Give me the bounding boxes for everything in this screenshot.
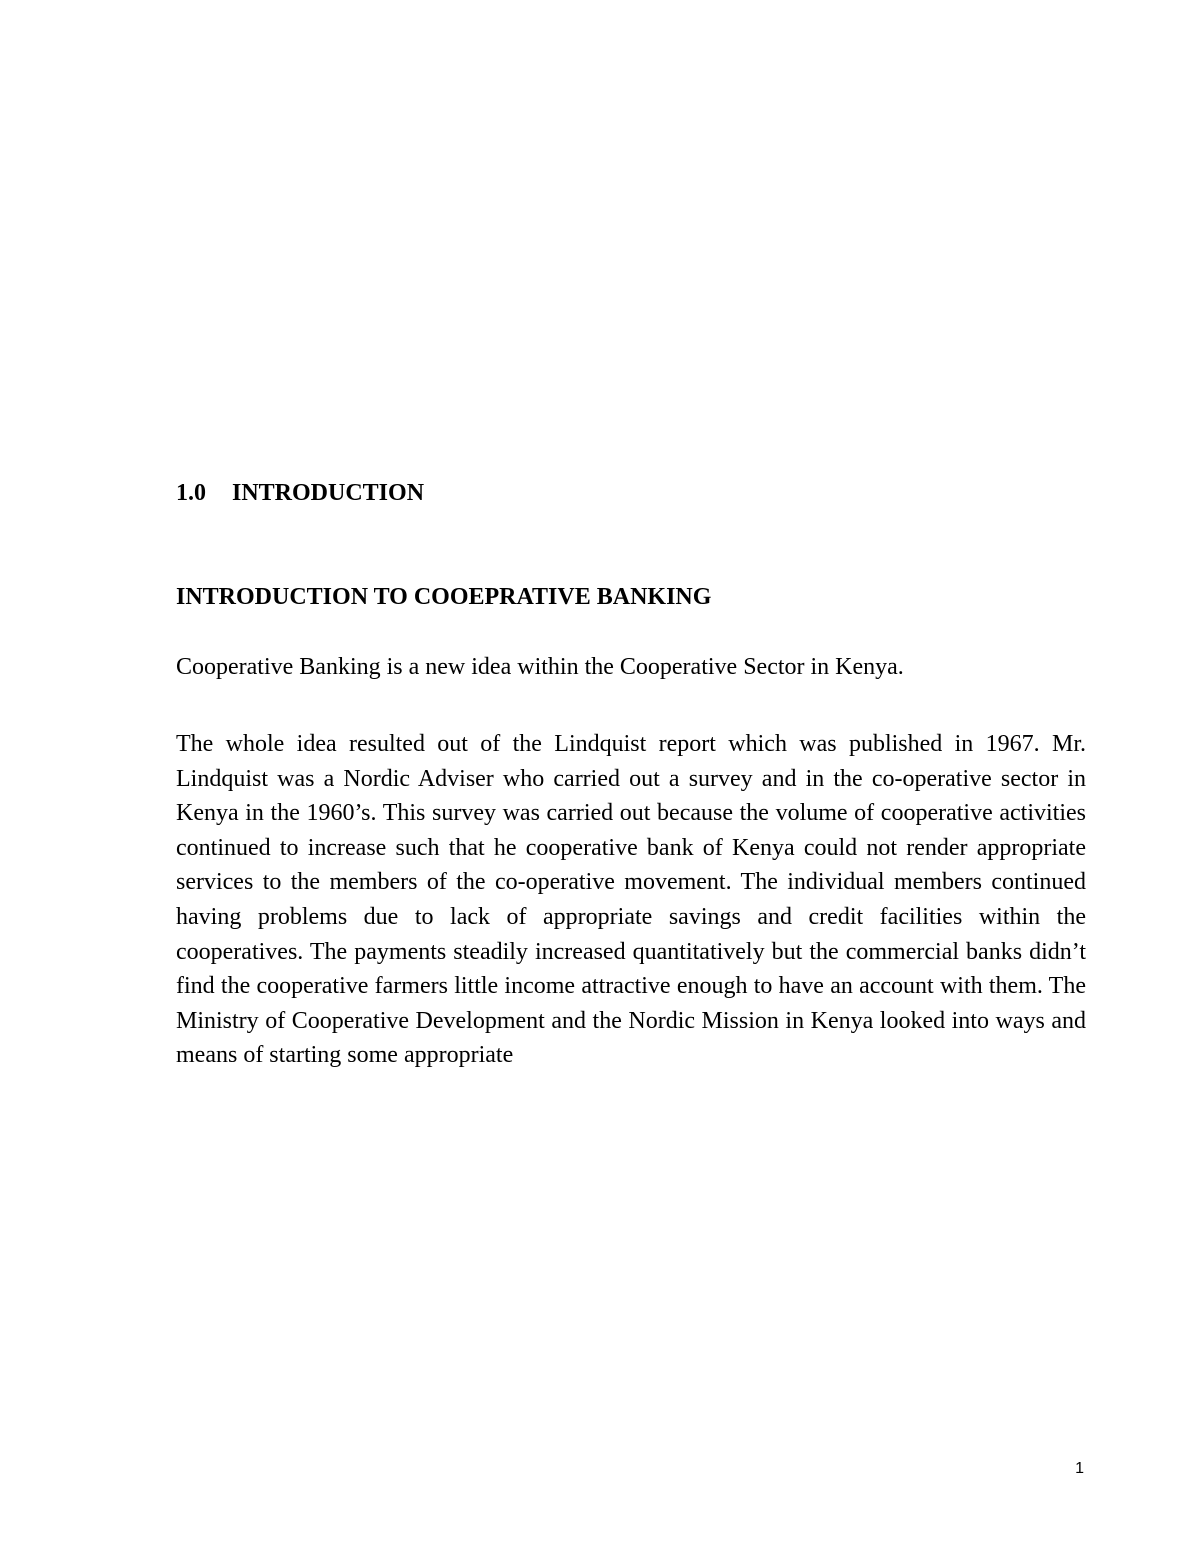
section-title: INTRODUCTION xyxy=(232,480,425,506)
body-paragraph: The whole idea resulted out of the Lindquist report which was published in 1967. Mr. Lindquist was a Nordic Adviser who carried out a survey and in the co-operative sector in Kenya in the 1960’s. This survey was carried out because the volume of cooperative activities continued to increase such that he cooperative bank of Kenya could not render appropriate services to the members of the co-operative movement. The individual members continued having problems due to lack of appropriate savings and credit facilities within the cooperatives. The payments steadily increased quantitatively but the commercial banks didn’t find the cooperative farmers little income attractive enough to have an account with them. The Ministry of Cooperative Development and the Nordic Mission in Kenya looked into ways and means of starting some appropriate xyxy=(176,731,1086,1069)
intro-paragraph: Cooperative Banking is a new idea within the Cooperative Sector in Kenya. xyxy=(176,654,904,680)
section-heading xyxy=(176,478,424,508)
page-number: 1 xyxy=(1075,1460,1084,1477)
subheading: INTRODUCTION TO COOEPRATIVE BANKING xyxy=(176,584,712,610)
section-number: 1.0 xyxy=(176,480,206,506)
